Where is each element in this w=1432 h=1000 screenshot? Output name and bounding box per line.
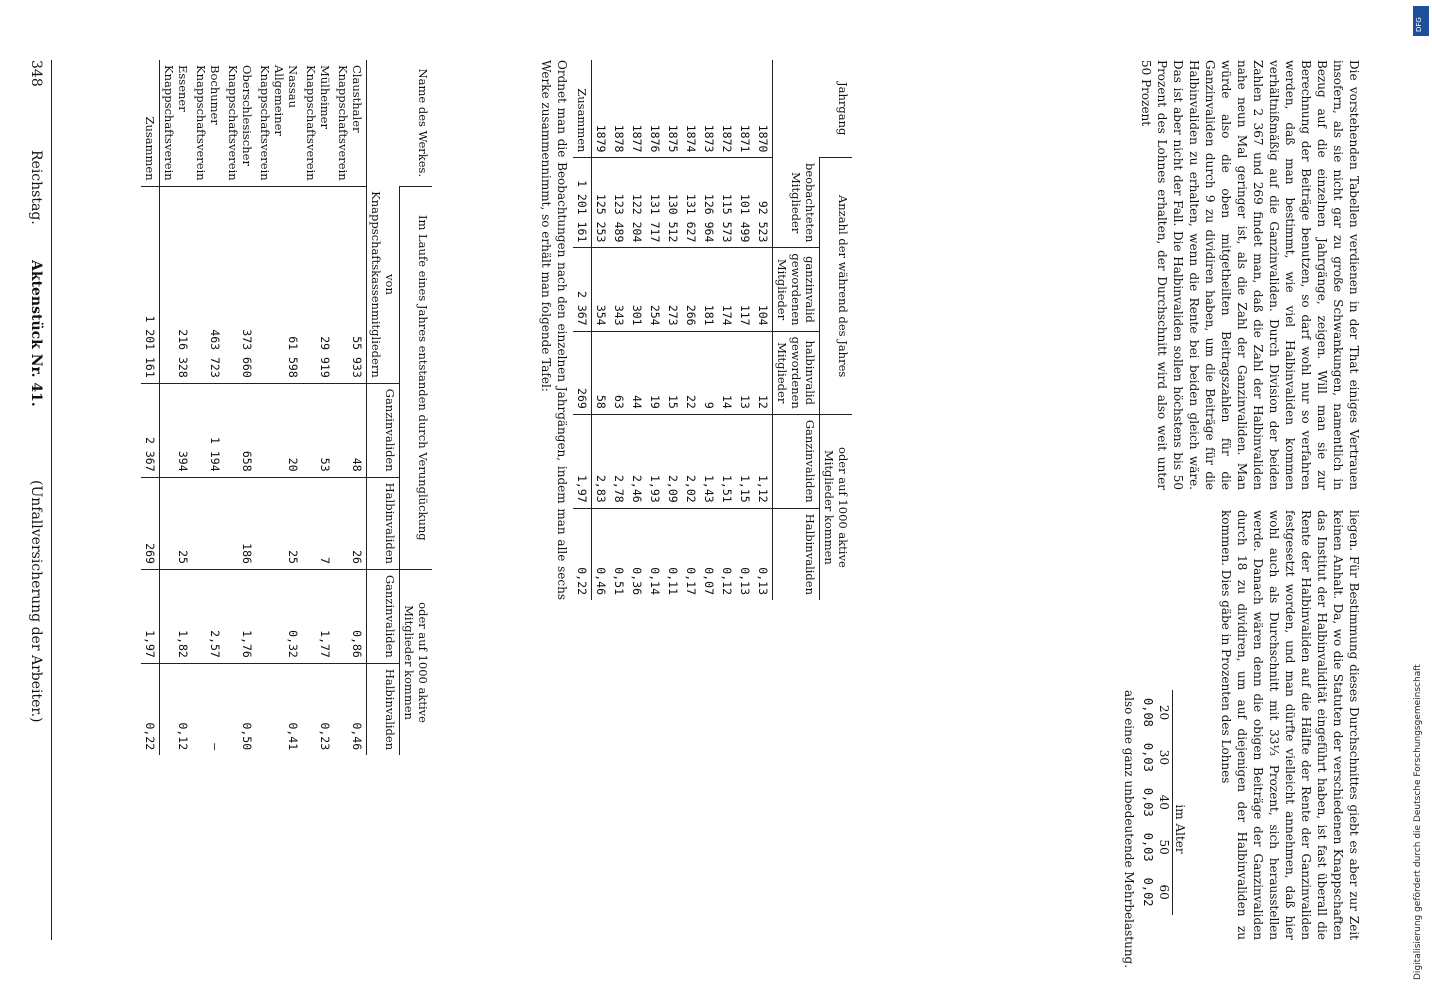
cell-halb: 19 xyxy=(646,331,664,414)
table-row xyxy=(718,60,736,600)
cell-ganz: 48 xyxy=(334,383,367,477)
table-row xyxy=(192,60,224,755)
cell-halb: 12 xyxy=(754,331,773,414)
col-header-year: Jahrgang xyxy=(773,60,853,158)
dfg-logo-text: DFG xyxy=(1415,17,1423,32)
col-group-yearly: Im Laufe eines Jahres entstanden durch Verunglückung xyxy=(400,186,433,569)
table-row xyxy=(334,60,367,755)
cell-ganz: 2 367 xyxy=(573,248,592,331)
cell-ganz: 1 194 xyxy=(192,383,224,477)
cell-members: 61 598 xyxy=(256,186,302,383)
cell-observed: 92 523 xyxy=(754,158,773,248)
table-row xyxy=(700,60,718,600)
cell-observed: 123 489 xyxy=(610,158,628,248)
cell-year: 1871 xyxy=(738,124,752,153)
col-group-during-year: Anzahl der während des Jahres xyxy=(820,158,853,414)
cell-halb-per: 0,13 xyxy=(754,508,773,600)
cell-halb-per: 0,14 xyxy=(646,508,664,600)
cell-ganz-per: 1,77 xyxy=(302,569,334,663)
cell-ganz-per: 1,76 xyxy=(224,569,256,663)
cell-halb-per: 0,17 xyxy=(682,508,700,600)
cell-halb-per: 0,11 xyxy=(664,508,682,600)
cell-ganz: 354 xyxy=(592,248,611,331)
cell-halb-per: 0,46 xyxy=(334,663,367,755)
cell-halb xyxy=(192,477,224,569)
header-right: (Unfallversicherung der Arbeiter.) xyxy=(28,480,44,723)
table-row xyxy=(682,60,700,600)
cell-halb: 22 xyxy=(682,331,700,414)
cell-ganz: 53 xyxy=(302,383,334,477)
cell-year: 1870 xyxy=(756,124,770,153)
cell-halb: 58 xyxy=(592,331,611,414)
table-row xyxy=(160,60,193,755)
cell-halb: 7 xyxy=(302,477,334,569)
cell-observed: 131 627 xyxy=(682,158,700,248)
cell-year: 1879 xyxy=(594,124,608,153)
col-header-observed: beobachteten Mitglieder xyxy=(773,158,820,248)
cell-name: Oberschlesischer Knappschaftsverein xyxy=(226,65,254,181)
age-table xyxy=(1122,690,1187,968)
table-row xyxy=(256,60,302,755)
cell-name: Mülheimer Knappschaftsverein xyxy=(304,65,332,181)
paragraph-left: Die vorstehenden Tabellen verdienen in der That einiges Vertrauen insofern, als sie nicht gar zu große Schwankungen, namentlich in Bezug auf die einzelnen Jahrgänge, zeigen. Will man sie zur Berechnung der Beiträge benutzen, so darf wohl nur so verfahren werden, daß man bestimmt, wie viel Halbinvaliden kommen verhältnißmäßig auf die Ganzinvaliden. Durch Division der beiden Zahlen 2 367 und 269 findet man, daß die Zahl der Halbinvaliden nahe neun Mal geringer ist, als die Zahl der Ganzinvaliden. Man würde also die oben mitgetheilten Beitragszahlen für die Ganzinvaliden durch 9 zu dividiren haben, um die Beiträge für die Halbinvaliden zu erhalten, wenn die Rente bei beiden gleich wäre. Das ist aber nicht der Fall. Die Halbinvaliden sollen höchstens bis 50 Prozent des Lohnes erhalten, der Durchschnitt wird also weit unter 50 Prozent xyxy=(1139,60,1361,490)
page-number: 348 xyxy=(28,60,44,87)
cell-ganz-per: 2,02 xyxy=(682,414,700,508)
table-row xyxy=(302,60,334,755)
col-header-halb-per: Halbinvaliden xyxy=(367,663,400,755)
cell-halb: 63 xyxy=(610,331,628,414)
cell-observed: 125 253 xyxy=(592,158,611,248)
cell-ganz-per: 1,97 xyxy=(573,414,592,508)
cell-halb: 186 xyxy=(224,477,256,569)
cell-halb-per: 0,50 xyxy=(224,663,256,755)
col-header-ganz-per: Ganzinvaliden xyxy=(773,414,820,508)
cell-halb-per: 0,13 xyxy=(736,508,754,600)
intro-sentence: Ordnet man die Beobachtungen nach den einzelnen Jahrgängen, indem man alle sechs Werke zusammennimmt, so erhält man folgende Tafel: xyxy=(539,60,569,600)
cell-halb-per: 0,12 xyxy=(718,508,736,600)
age-table-grid xyxy=(1140,690,1173,915)
cell-ganz-per: 1,51 xyxy=(718,414,736,508)
cell-ganz: 2 367 xyxy=(141,383,160,477)
cell-halb-per: 0,46 xyxy=(592,508,611,600)
cell-halb: 25 xyxy=(160,477,193,569)
cell-ganz-per: 1,12 xyxy=(754,414,773,508)
cell-ganz-per: 1,97 xyxy=(141,569,160,663)
page-header xyxy=(28,60,44,940)
cell-members: 463 723 xyxy=(192,186,224,383)
table-row xyxy=(592,60,611,600)
cell-observed: 130 512 xyxy=(664,158,682,248)
cell-ganz: 20 xyxy=(256,383,302,477)
cell-halb: 25 xyxy=(256,477,302,569)
cell-members: 373 660 xyxy=(224,186,256,383)
table-total-row xyxy=(141,60,160,755)
cell-halb: 13 xyxy=(736,331,754,414)
cell-ganz: 301 xyxy=(628,248,646,331)
cell-ganz: 254 xyxy=(646,248,664,331)
cell-year: 1877 xyxy=(630,124,644,153)
cell-members: 216 328 xyxy=(160,186,193,383)
cell-ganz: 104 xyxy=(754,248,773,331)
cell-observed: 101 499 xyxy=(736,158,754,248)
table-works xyxy=(141,60,432,755)
age-cell: 40 xyxy=(1157,794,1171,810)
cell-halb-per: 0,36 xyxy=(628,508,646,600)
cell-ganz-per: 2,78 xyxy=(610,414,628,508)
cell-halb: 269 xyxy=(573,331,592,414)
cell-observed: 122 204 xyxy=(628,158,646,248)
cell-members: 55 933 xyxy=(334,186,367,383)
cell-ganz-per: 0,32 xyxy=(256,569,302,663)
cell-ganz-per: 2,46 xyxy=(628,414,646,508)
closing-sentence: also eine ganz unbedeutende Mehrbelastung. xyxy=(1122,690,1136,969)
cell-halb-per: 0,12 xyxy=(160,663,193,755)
table-total-row xyxy=(573,60,592,600)
cell-year: 1875 xyxy=(666,124,680,153)
cell-halb-per: — xyxy=(192,663,224,755)
age-cell: 60 xyxy=(1157,884,1171,900)
table-row xyxy=(628,60,646,600)
cell-halb: 26 xyxy=(334,477,367,569)
table-years xyxy=(573,60,852,600)
credit-text: Digitalisierung gefördert durch die Deutsche Forschungsgemeinschaft xyxy=(1413,664,1423,980)
table-row xyxy=(664,60,682,600)
cell-halb: 15 xyxy=(664,331,682,414)
cell-year: 1876 xyxy=(648,124,662,153)
paragraph-right: liegen. Für Bestimmung dieses Durchschnittes giebt es aber zur Zeit keinen Anhalt. Da, wo die Statuten der verschiedenen Knappschaften das Institut der Halbinvalidität eingeführt haben, ist fast überall die Rente der Halbinvaliden auf die Hälfte der Rente der Ganzinvaliden festgesetzt worden, und man dürfte vielleicht annehmen, daß hier wohl auch als Durchschnitt mit 33⅓ Prozent, sich herausstellen werde. Danach wären denn die obigen Beiträge der Ganzinvaliden durch 18 zu dividiren, um auf diejenigen der Halbinvaliden zu kommen. Dies gäbe in Prozenten des Lohnes xyxy=(1219,510,1361,940)
col-header-halb-per: Halbinvaliden xyxy=(773,508,820,600)
cell-ganz: 266 xyxy=(682,248,700,331)
col-header-halb: halbinvalid gewordenen Mitglieder xyxy=(773,331,820,414)
cell-halb: 269 xyxy=(141,477,160,569)
col-header-halb: Halbinvaliden xyxy=(367,477,400,569)
cell-ganz: 117 xyxy=(736,248,754,331)
age-table-header: im Alter xyxy=(1173,804,1187,854)
rate-cell: 0,08 xyxy=(1141,698,1155,727)
cell-year: 1872 xyxy=(720,124,734,153)
cell-ganz-per: 1,82 xyxy=(160,569,193,663)
cell-halb-per: 0,23 xyxy=(302,663,334,755)
table-row xyxy=(224,60,256,755)
cell-ganz: 273 xyxy=(664,248,682,331)
col-group-per1000: oder auf 1000 aktive Mitglieder kommen xyxy=(820,414,853,600)
cell-name: Nassau Allgemeiner Knappschaftsverein xyxy=(258,65,300,181)
cell-halb-per: 0,22 xyxy=(573,508,592,600)
cell-ganz-per: 1,93 xyxy=(646,414,664,508)
cell-ganz-per: 1,43 xyxy=(700,414,718,508)
col-header-ganz: ganzinvalid gewordenen Mitglieder xyxy=(773,248,820,331)
table-row xyxy=(736,60,754,600)
col-header-ganz: Ganzinvaliden xyxy=(367,383,400,477)
cell-year: Zusammen xyxy=(573,60,592,158)
age-cell: 50 xyxy=(1157,839,1171,855)
age-cell: 20 xyxy=(1157,704,1171,721)
cell-ganz-per: 2,83 xyxy=(592,414,611,508)
cell-ganz: 181 xyxy=(700,248,718,331)
dfg-logo xyxy=(1413,6,1429,36)
cell-year: 1874 xyxy=(684,124,698,153)
cell-name: Bochumer Knappschaftsverein xyxy=(194,65,222,181)
cell-name: Essener Knappschaftsverein xyxy=(162,65,190,181)
cell-halb: 9 xyxy=(700,331,718,414)
cell-ganz: 343 xyxy=(610,248,628,331)
header-rule xyxy=(51,60,52,940)
col-group-per1000: oder auf 1000 aktive Mitglieder kommen xyxy=(400,569,433,755)
cell-halb-per: 0,51 xyxy=(610,508,628,600)
cell-observed: 131 717 xyxy=(646,158,664,248)
cell-ganz-per: 0,86 xyxy=(334,569,367,663)
cell-halb-per: 0,22 xyxy=(141,663,160,755)
rate-cell: 0,03 xyxy=(1141,832,1155,862)
cell-halb: 14 xyxy=(718,331,736,414)
cell-year: 1878 xyxy=(612,124,626,153)
header-left-label: Reichstag. xyxy=(28,150,44,225)
cell-observed: 115 573 xyxy=(718,158,736,248)
rate-cell: 0,03 xyxy=(1141,742,1155,772)
col-header-ganz-per: Ganzinvaliden xyxy=(367,569,400,663)
cell-ganz: 394 xyxy=(160,383,193,477)
table-row xyxy=(754,60,773,600)
cell-halb-per: 0,07 xyxy=(700,508,718,600)
cell-year: 1873 xyxy=(702,124,716,153)
cell-halb-per: 0,41 xyxy=(256,663,302,755)
rate-cell: 0,03 xyxy=(1141,787,1155,817)
digitisation-credit xyxy=(1413,40,1427,980)
cell-name: Zusammen xyxy=(141,60,160,186)
col-header-name: Name des Werkes. xyxy=(367,60,433,186)
cell-ganz-per: 2,57 xyxy=(192,569,224,663)
cell-observed: 1 201 161 xyxy=(573,158,592,248)
cell-observed: 126 964 xyxy=(700,158,718,248)
cell-ganz-per: 2,09 xyxy=(664,414,682,508)
age-cell: 30 xyxy=(1157,749,1171,765)
header-center: Aktenstück Nr. 41. xyxy=(28,260,44,407)
cell-ganz: 174 xyxy=(718,248,736,331)
cell-ganz: 658 xyxy=(224,383,256,477)
cell-ganz-per: 1,15 xyxy=(736,414,754,508)
table-row xyxy=(610,60,628,600)
cell-members: 1 201 161 xyxy=(141,186,160,383)
cell-members: 29 919 xyxy=(302,186,334,383)
rate-cell: 0,02 xyxy=(1141,877,1155,907)
col-header-members: von Knappschaftskassenmitgliedern xyxy=(367,186,400,383)
cell-name: Clausthaler Knappschaftsverein xyxy=(336,65,364,181)
cell-halb: 44 xyxy=(628,331,646,414)
table-row xyxy=(646,60,664,600)
